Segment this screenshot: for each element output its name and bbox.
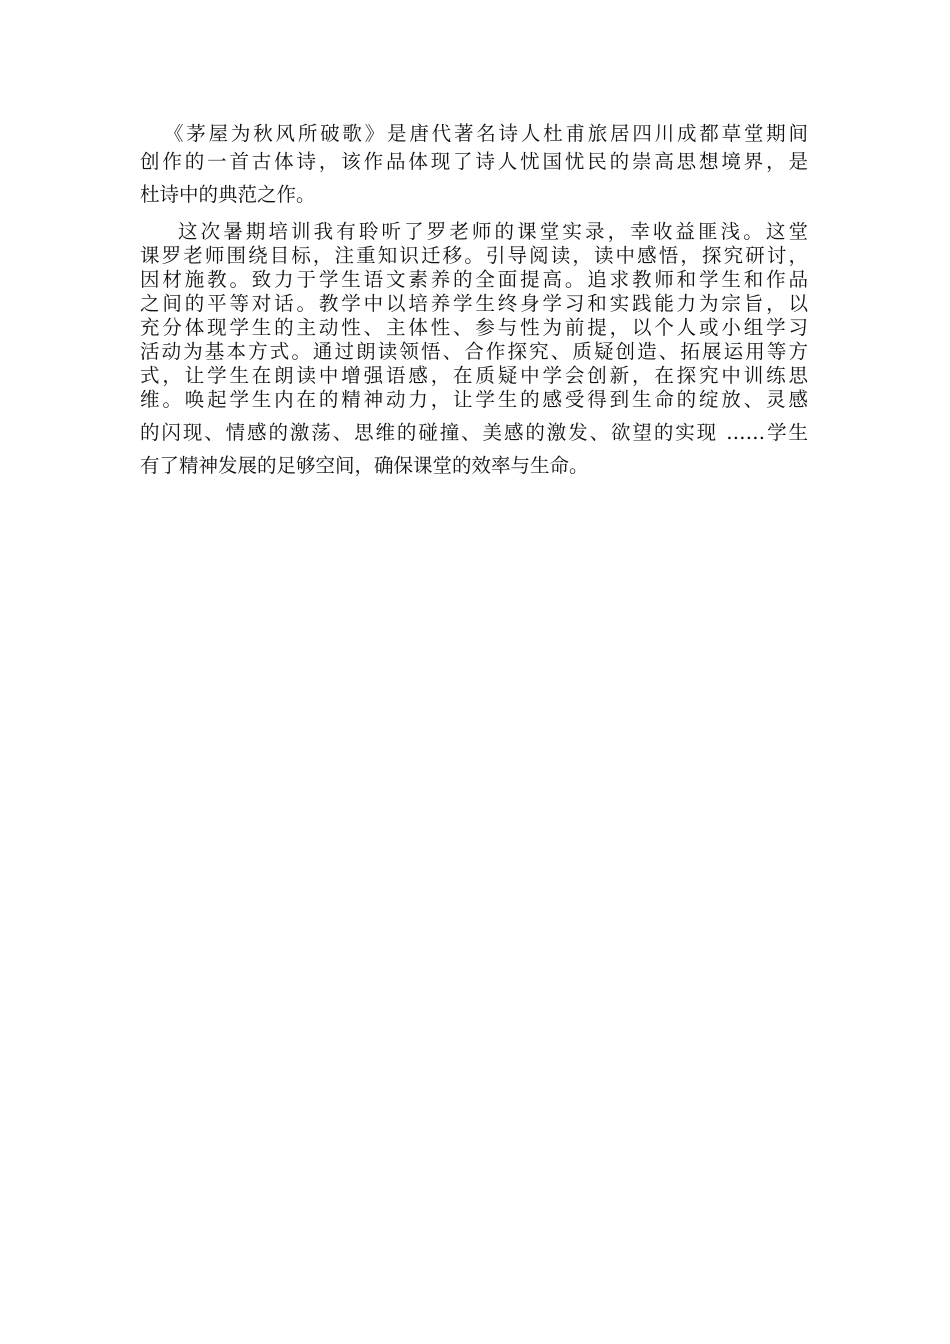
paragraph-line: 有了精神发展的足够空间，确保课堂的效率与生命。 [140, 454, 589, 477]
paragraph-line: 这次暑期培训我有聆听了罗老师的课堂实录，幸收益匪浅。这堂 [178, 220, 808, 243]
paragraph-line: 式，让学生在朗读中增强语感，在质疑中学会创新，在探究中训练思 [140, 364, 808, 387]
paragraph-line: 维。唤起学生内在的精神动力，让学生的感受得到生命的绽放、灵感 [140, 388, 808, 411]
paragraph-2 [140, 220, 808, 478]
paragraph-line: 充分体现学生的主动性、主体性、参与性为前提，以个人或小组学习 [140, 316, 808, 339]
paragraph-line: 《茅屋为秋风所破歌》是唐代著名诗人杜甫旅居四川成都草堂期间 [164, 122, 808, 145]
paragraph-1 [140, 122, 808, 207]
paragraph-line: 课罗老师围绕目标，注重知识迁移。引导阅读，读中感悟，探究研讨， [140, 244, 808, 267]
paragraph-line: 创作的一首古体诗，该作品体现了诗人忧国忧民的崇高思想境界，是 [140, 150, 808, 173]
paragraph-line: 因材施教。致力于学生语文素养的全面提高。追求教师和学生和作品 [140, 268, 808, 291]
paragraph-line: 之间的平等对话。教学中以培养学生终身学习和实践能力为宗旨，以 [140, 292, 808, 315]
document-body [140, 122, 808, 478]
paragraph-line: 活动为基本方式。通过朗读领悟、合作探究、质疑创造、拓展运用等方 [140, 340, 808, 363]
paragraph-line: 杜诗中的典范之作。 [140, 183, 316, 206]
paragraph-line: 的闪现、情感的激荡、思维的碰撞、美感的激发、欲望的实现 ……学生 [140, 421, 808, 444]
